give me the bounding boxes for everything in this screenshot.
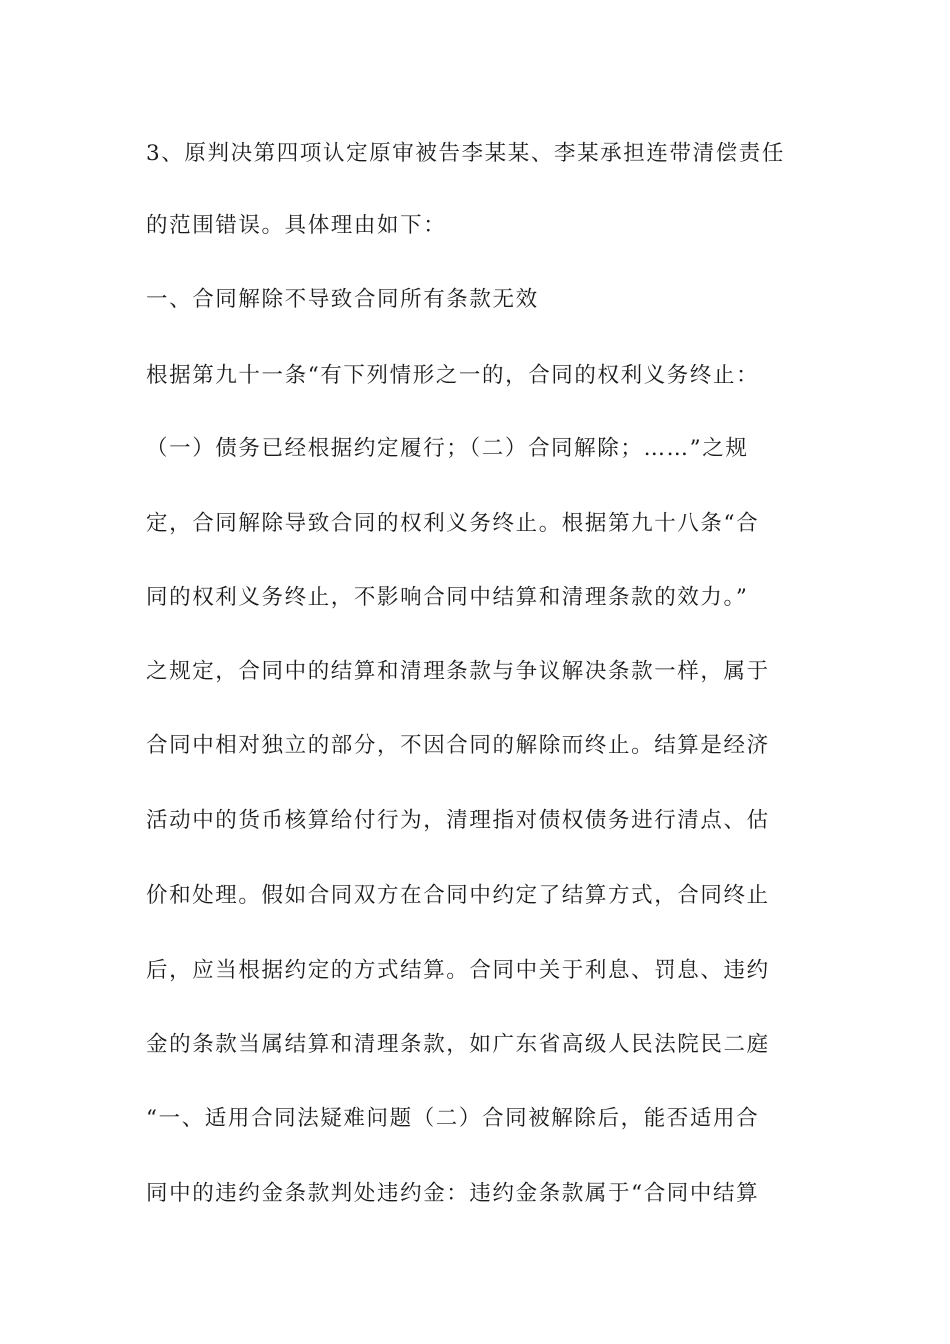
text-line: 定，合同解除导致合同的权利义务终止。根据第九十八条“合 — [146, 511, 760, 536]
text-line: 合同中相对独立的部分，不因合同的解除而终止。结算是经济 — [146, 733, 770, 758]
text-line: 价和处理。假如合同双方在合同中约定了结算方式，合同终止 — [146, 883, 770, 908]
text-line: 之规定，合同中的结算和清理条款与争议解决条款一样，属于 — [146, 659, 770, 684]
text-line: 同的权利义务终止，不影响合同中结算和清理条款的效力。” — [146, 585, 749, 610]
text-line: （一）债务已经根据约定履行；（二）合同解除；……”之规 — [146, 436, 749, 461]
text-line: 的范围错误。具体理由如下： — [146, 213, 447, 238]
text-line: 根据第九十一条“有下列情形之一的，合同的权利义务终止： — [146, 363, 760, 388]
text-line: 金的条款当属结算和清理条款，如广东省高级人民法院民二庭 — [146, 1032, 770, 1057]
text-line: 活动中的货币核算给付行为，清理指对债权债务进行清点、估 — [146, 808, 770, 833]
text-line: 3、原判决第四项认定原审被告李某某、李某承担连带清偿责任 — [146, 141, 785, 166]
text-line: 同中的违约金条款判处违约金：违约金条款属于“合同中结算 — [146, 1181, 760, 1206]
section-heading: 一、合同解除不导致合同所有条款无效 — [146, 287, 539, 312]
text-line: 后，应当根据约定的方式结算。合同中关于利息、罚息、违约 — [146, 958, 770, 983]
text-line: “一、适用合同法疑难问题（二）合同被解除后，能否适用合 — [146, 1106, 760, 1131]
